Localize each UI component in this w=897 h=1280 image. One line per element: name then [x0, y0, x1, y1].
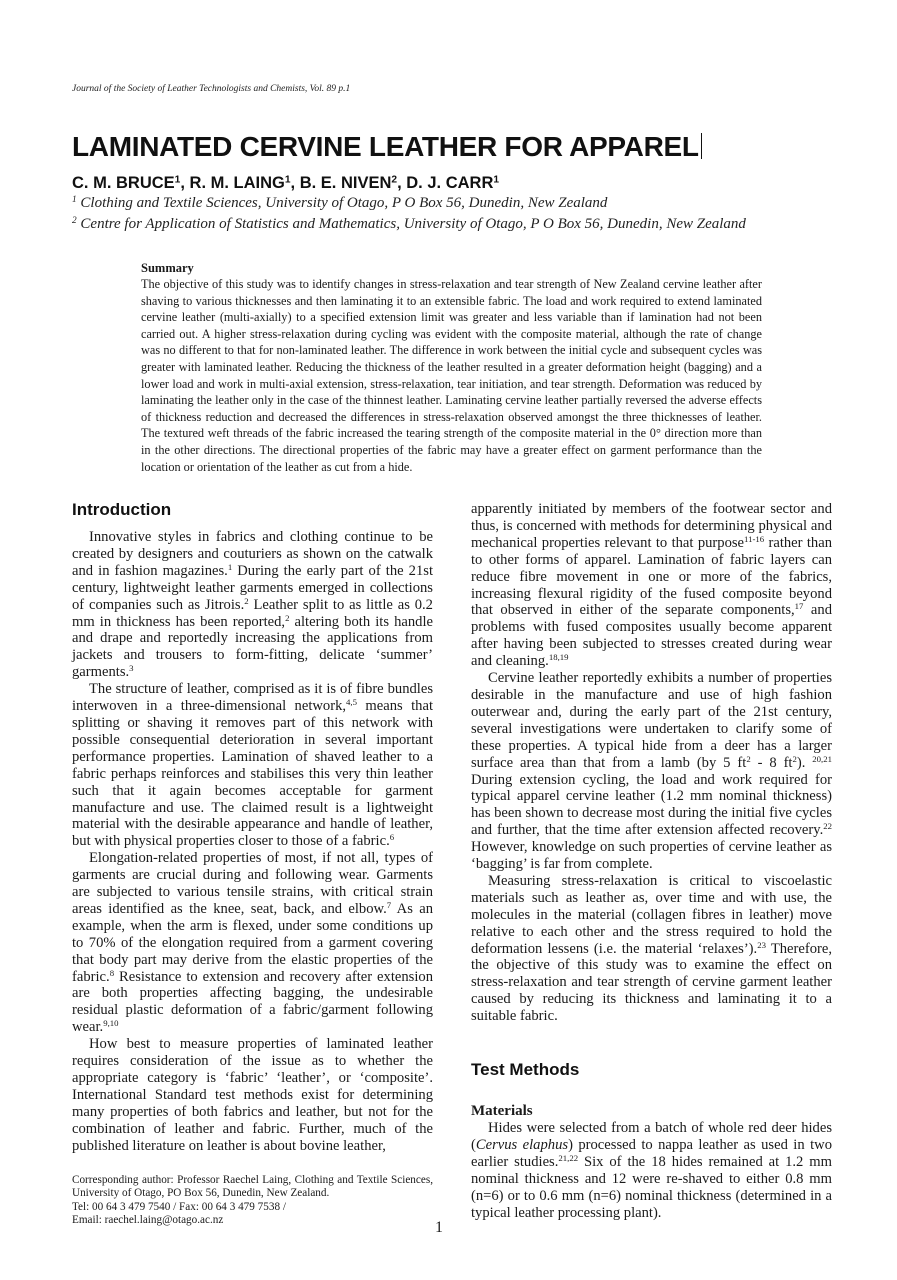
body-paragraph: How best to measure properties of laminated leather requires consideration of the issue as to whether the appropriate category is ‘fabric’ ‘leather’, or ‘composite’. International Standard test methods exist for determining many properties of both fabrics and leather, but not for the combination of leather and fabric. Further, much of the published literature on leather is about bovine leather,	[72, 1036, 433, 1154]
summary-text: The objective of this study was to identify changes in stress-relaxation and tear strength of New Zealand cervine leather after shaving to various thicknesses and then laminating it to an extensible fabric. The load and work required to extend laminated cervine leather (multi-axially) to a specified extension limit was greater and less variable than if lamination had not been carried out. A higher stress-relaxation during cycling was evident with the composite material, although the rate of change was no different to that for non-laminated leather. The difference in work between the initial cycle and subsequent cycles was greater with laminated leather. Reducing the thickness of the leather resulted in a greater deformation height (bagging) and a lower load and work in multi-axial extension, stress-relaxation, tear initiation, and tear strength. Deformation was reduced by laminating the leather only in the case of the thinnest leather. Laminating cervine leather partially reversed the adverse effects of thickness reduction and decreased the differences in stress-relaxation observed amongst the three thicknesses of leather. The textured weft threads of the fabric increased the tearing strength of the composite material in the 0° direction more than in the other directions. The directional properties of the fabric may have a greater effect on garment performance than the location or orientation of the leather as cut from a hide.	[141, 277, 762, 474]
author-affiliation-marker: 2	[391, 174, 398, 186]
section-heading-introduction: Introduction	[72, 500, 172, 519]
materials-body	[471, 1120, 832, 1221]
text-cursor	[701, 133, 702, 159]
citation-superscript: 18,19	[548, 651, 569, 662]
citation-superscript: 2	[244, 595, 249, 606]
citation-superscript: 8	[109, 967, 115, 978]
left-column	[72, 500, 433, 1155]
body-paragraph: Innovative styles in fabrics and clothing continue to be created by designers and couturiers as shown on the catwalk and in fashion magazines.$^1$ During the early part of the 21st century, lightweight leather garments emerged in collections of companies such as Jitrois.$^2$ Leather split to as little as 0.2 mm in thickness has been reported,$^2$ altering both its handle and drape and reportedly increasing the applications from jackets and trousers to form-fitting, delicate ‘summer’ garments.$^3$	[72, 529, 433, 681]
author-name: D. J. CARR	[406, 174, 494, 192]
citation-superscript: 4,5	[346, 696, 357, 707]
citation-superscript: 7	[386, 899, 392, 910]
author-name: C. M. BRUCE	[72, 174, 175, 192]
running-head: Journal of the Society of Leather Technologists and Chemists, Vol. 89 p.1	[72, 84, 351, 94]
affiliation-2	[72, 216, 746, 233]
footnote-email: Email: raechel.laing@otago.ac.nz	[72, 1214, 224, 1227]
summary-heading: Summary	[141, 261, 194, 275]
right-column	[471, 501, 832, 1222]
citation-superscript: 21,22	[558, 1152, 579, 1163]
affiliation-number: 1	[72, 194, 77, 205]
body-paragraph: apparently initiated by members of the footwear sector and thus, is concerned with methods for determining physical and mechanical properties relevant to that purpose$^{11-16}$ rather than to other forms of apparel. Lamination of fabric layers can reduce fibre movement in one or more of the fabrics, increasing flexural rigidity of the fused composite beyond that observed in either of the separate components,$^{17}$ and problems with fused composites usually become apparent after having been subjected to stresses created during wear and cleaning.$^{18,19}$	[471, 501, 832, 670]
author-affiliation-marker: 1	[493, 174, 500, 186]
body-paragraph: Elongation-related properties of most, if not all, types of garments are crucial during and following wear. Garments are subjected to various tensile strains, with critical strain areas identified as the knee, seat, back, and elbow.$^7$ As an example, when the arm is flexed, under some conditions up to 70% of the elongation required from a garment covering that body part may derive from the elastic properties of the fabric.$^8$ Resistance to extension and recovery after extension are both properties affecting bagging, the undesirable residual plastic deformation of a fabric/garment following wear.$^{9,10}$	[72, 850, 433, 1036]
subheading-materials: Materials	[471, 1103, 533, 1120]
citation-superscript: 1	[227, 561, 233, 572]
citation-superscript: 22	[823, 820, 832, 831]
citation-superscript: 2	[746, 753, 751, 764]
italic-term: Cervus elaphus	[475, 1137, 569, 1153]
author-name: B. E. NIVEN	[299, 174, 392, 192]
article-title	[72, 131, 702, 163]
page-number: 1	[435, 1219, 443, 1236]
footnote-line: Tel: 00 64 3 479 7540 / Fax: 00 64 3 479 7538 /	[72, 1200, 286, 1213]
citation-superscript: 3	[129, 663, 134, 673]
citation-superscript: 6	[389, 832, 395, 843]
affiliation-text: Clothing and Textile Sciences, University of Otago, P O Box 56, Dunedin, New Zealand	[76, 195, 608, 211]
introduction-continued	[471, 501, 832, 1025]
introduction-body	[72, 529, 433, 1155]
body-paragraph: The structure of leather, comprised as it is of fibre bundles interwoven in a three-dimensional network,$^{4,5}$ means that splitting or shaving it removes part of this network with possible consequential deterioration in several important performance properties. Lamination of shaved leather to a fabric perhaps reinforces and stabilises this very thin leather such that it again becomes acceptable for garment manufacture and use. The claimed result is a lightweight material with the desirable appearance and handle of leather, but with physical properties closer to those of a fabric.$^6$	[72, 681, 433, 850]
citation-superscript: 9,10	[103, 1018, 119, 1029]
author-affiliation-marker: 1	[284, 174, 291, 186]
article-title-text: LAMINATED CERVINE LEATHER FOR APPAREL	[72, 131, 699, 162]
author-affiliation-marker: 1	[174, 174, 181, 186]
body-paragraph: Measuring stress-relaxation is critical to viscoelastic materials such as leather as, over time and with use, the molecules in the material (collagen fibres in leather) move relative to each other and the stress required to hold the deformation lessens (i.e. the material ‘relaxes’).$^{23}$ Therefore, the objective of this study was to examine the effect on stress-relaxation and tear strength of cervine garment leather caused by reducing its thickness and laminating it to a suitable fabric.	[471, 872, 832, 1025]
citation-superscript: 23	[757, 939, 766, 950]
citation-superscript: 2	[285, 612, 290, 623]
body-paragraph: Cervine leather reportedly exhibits a number of properties desirable in the manufacture and use of high fashion outerwear and, during the early part of the 21st century, several investigations were undertaken to clarify some of these properties. A typical hide from a deer has a larger surface area than that from a lamb (by 5 $ft^2 - 8$ $ft^2$). $^{20,21}$ During extension cycling, the load and work required for typical apparel cervine leather (1.2 mm nominal thickness) has been shown to decrease most during the initial five cycles and further, that the time after extension affected recovery.$^{22}$ However, knowledge on such properties of cervine leather as ‘bagging’ is far from complete.	[471, 670, 832, 873]
citation-superscript: 17	[794, 601, 804, 612]
affiliation-1	[72, 195, 607, 212]
author-name: R. M. LAING	[189, 174, 285, 192]
author-list: C. M. BRUCE$^1$, R. M. LAING$^1$, B. E. NIVEN$^2$, D. J. CARR$^1$	[72, 174, 500, 192]
corresponding-author-footnote	[72, 1174, 433, 1228]
citation-superscript: 2	[792, 753, 797, 764]
summary-block	[141, 261, 762, 475]
affiliation-number: 2	[72, 215, 77, 226]
citation-superscript: 20,21	[812, 753, 832, 764]
affiliation-text: Centre for Application of Statistics and Mathematics, University of Otago, P O Box 56, Dunedin, New Zealand	[76, 216, 746, 232]
body-paragraph: Hides were selected from a batch of whole red deer hides (Cervus elaphus) processed to nappa leather as used in two earlier studies.$^{21,22}$ Six of the 18 hides remained at 1.2 mm nominal thickness and 12 were re-shaved to either 0.8 mm (n=6) or to 0.6 mm (n=6) nominal thickness (determined in a typical leather processing plant).	[471, 1120, 832, 1221]
section-heading-test-methods: Test Methods	[471, 1060, 580, 1080]
citation-superscript: 11-16	[744, 533, 765, 544]
footnote-line: Corresponding author: Professor Raechel Laing, Clothing and Textile Sciences, University of Otago, PO Box 56, Dunedin, New Zealand.	[72, 1174, 433, 1200]
